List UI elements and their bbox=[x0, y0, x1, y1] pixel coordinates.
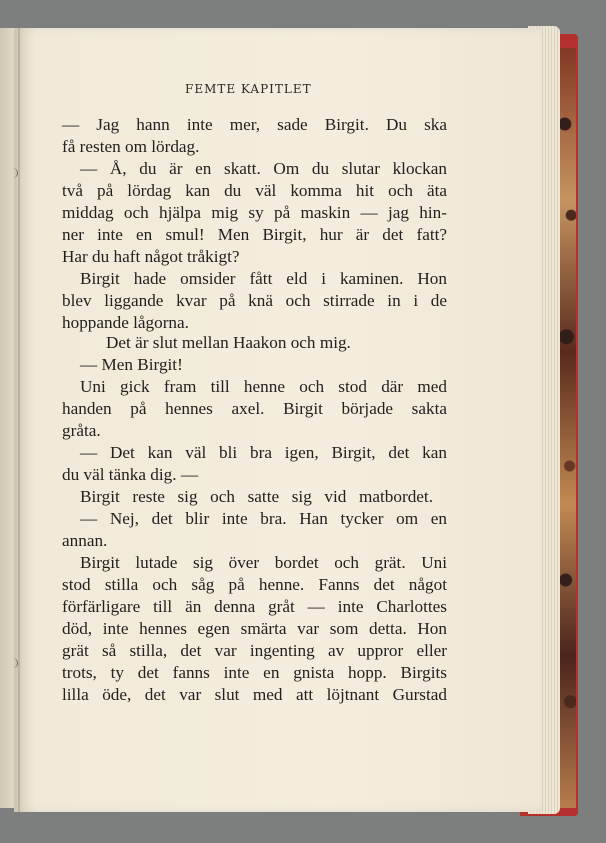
text-line: — Det kan väl bli bra igen, Birgit, det kan bbox=[80, 443, 447, 462]
text-line: grät så stilla, det var ingenting av uppror eller bbox=[62, 641, 447, 660]
chapter-header: FEMTE KAPITLET bbox=[185, 82, 312, 96]
text-line: Birgit hade omsider fått eld i kaminen. Hon bbox=[80, 269, 447, 288]
text-line: handen på hennes axel. Birgit började sakta bbox=[62, 399, 447, 418]
text-line: hoppande lågorna. bbox=[62, 313, 189, 332]
text-line: lilla öde, det var slut med att löjtnant Gurstad bbox=[62, 685, 447, 704]
text-line: Birgit reste sig och satte sig vid matbordet. bbox=[80, 487, 433, 506]
text-line: Birgit lutade sig över bordet och grät. Uni bbox=[80, 553, 447, 572]
text-line: stod stilla och såg på henne. Fanns det något bbox=[62, 575, 447, 594]
text-line: trots, ty det fanns inte en gnista hopp. Birgits bbox=[62, 663, 447, 682]
text-line: annan. bbox=[62, 531, 108, 550]
page-gutter bbox=[18, 28, 20, 812]
text-line: du väl tänka dig. — bbox=[62, 465, 199, 484]
marbled-edge bbox=[560, 48, 576, 808]
text-line: Det är slut mellan Haakon och mig. bbox=[106, 333, 351, 352]
text-line: förfärligare till än denna gråt — inte Charlottes bbox=[62, 597, 447, 616]
text-line: död, inte hennes egen smärta var som detta. Hon bbox=[62, 619, 447, 638]
text-line: — Men Birgit! bbox=[80, 355, 183, 374]
text-line: två på lördag kan du väl komma hit och äta bbox=[62, 181, 447, 200]
text-line: — Jag hann inte mer, sade Birgit. Du ska bbox=[62, 115, 447, 134]
text-line: få resten om lördag. bbox=[62, 137, 200, 156]
text-line: — Å, du är en skatt. Om du slutar klockan bbox=[80, 159, 447, 178]
text-line: gråta. bbox=[62, 421, 101, 440]
text-line: ner inte en smul! Men Birgit, hur är det fatt? bbox=[62, 225, 447, 244]
text-line: Uni gick fram till henne och stod där med bbox=[80, 377, 447, 396]
text-line: — Nej, det blir inte bra. Han tycker om en bbox=[80, 509, 447, 528]
text-line: blev liggande kvar på knä och stirrade in i de bbox=[62, 291, 447, 310]
text-line: Har du haft något tråkigt? bbox=[62, 247, 240, 266]
text-line: middag och hjälpa mig sy på maskin — jag hin- bbox=[62, 203, 447, 222]
